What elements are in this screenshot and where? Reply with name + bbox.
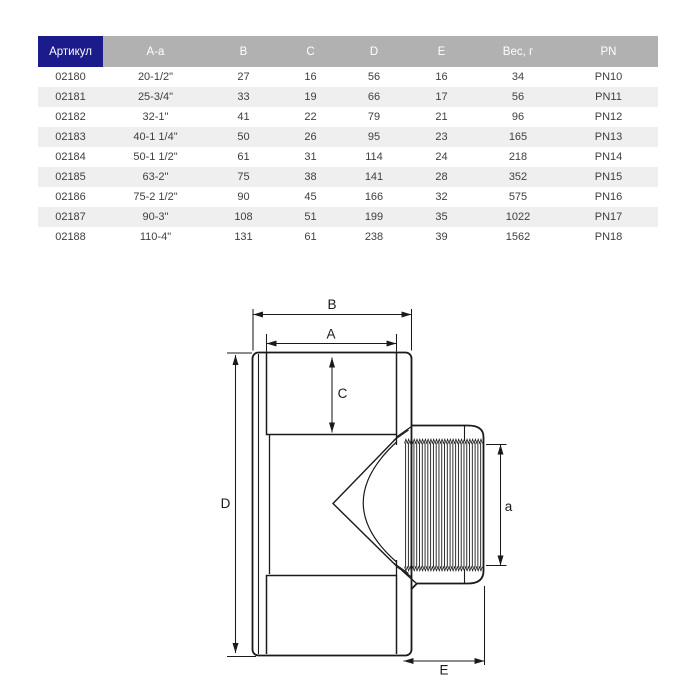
table-cell: 61: [237, 151, 250, 163]
table-cell: 1022: [505, 211, 531, 223]
column-header: B: [208, 36, 279, 67]
table-cell: 31: [304, 151, 317, 163]
table-cell: 20-1/2": [137, 71, 174, 83]
table-cell: PN16: [594, 191, 623, 203]
table-cell: 02185: [55, 171, 86, 183]
column-header: Артикул: [38, 36, 103, 67]
table-cell: 75-2 1/2": [133, 191, 178, 203]
table-cell: 90: [237, 191, 250, 203]
table-cell: 90-3": [142, 211, 169, 223]
table-cell: 40-1 1/4": [133, 131, 178, 143]
table-cell: 352: [508, 171, 528, 183]
table-cell: 02183: [55, 131, 86, 143]
table-cell: PN13: [594, 131, 623, 143]
table-cell: 165: [508, 131, 528, 143]
table-cell: 575: [508, 191, 528, 203]
table-cell: 199: [364, 211, 384, 223]
table-cell: 131: [234, 231, 253, 243]
table-cell: 45: [304, 191, 317, 203]
column-header: A-a: [103, 36, 208, 67]
table-cell: 02187: [55, 211, 86, 223]
table-cell: 27: [237, 71, 250, 83]
table-cell: 25-3/4": [137, 91, 174, 103]
dimension-D: [221, 353, 256, 657]
table-cell: 38: [304, 171, 317, 183]
dim-label-B: B: [327, 297, 337, 312]
table-cell: 02182: [55, 111, 86, 123]
table-cell: 79: [367, 111, 381, 123]
table-cell: 26: [304, 131, 317, 143]
dim-label-A: A: [326, 326, 336, 342]
bore-cone-lines: [333, 438, 397, 566]
table-cell: 114: [365, 151, 383, 163]
table-cell: 61: [304, 231, 317, 243]
table-cell: 02180: [55, 71, 86, 83]
table-cell: 32: [435, 191, 448, 203]
table-cell: 16: [304, 71, 317, 83]
dimension-A: [267, 327, 397, 352]
table-cell: 23: [435, 131, 448, 143]
table-cell: 02184: [55, 151, 86, 163]
table-cell: 02188: [55, 231, 86, 243]
table-cell: 24: [435, 151, 448, 163]
column-header: E: [406, 36, 477, 67]
table-cell: 141: [364, 171, 384, 183]
table-cell: 41: [237, 111, 250, 123]
table-cell: PN14: [594, 151, 623, 163]
table-cell: 32-1": [142, 111, 169, 123]
table-cell: 51: [304, 211, 317, 223]
table-cell: 21: [435, 111, 448, 123]
table-cell: 75: [237, 171, 250, 183]
table-cell: 166: [364, 191, 384, 203]
table-cell: 33: [237, 91, 250, 103]
table-cell: 28: [435, 171, 448, 183]
dim-label-C: C: [337, 386, 348, 401]
dim-label-E: E: [439, 662, 449, 678]
table-cell: 16: [435, 71, 448, 83]
column-header: PN: [559, 36, 658, 67]
dimension-a: [486, 445, 513, 566]
table-cell: 50-1 1/2": [133, 151, 178, 163]
table-cell: PN12: [594, 111, 623, 123]
table-cell: 238: [364, 231, 384, 243]
table-cell: 95: [367, 131, 381, 143]
dim-label-a: a: [504, 499, 513, 514]
dim-label-D: D: [220, 496, 231, 511]
table-cell: 56: [511, 91, 525, 103]
table-cell: 17: [435, 91, 448, 103]
table-cell: 50: [237, 131, 250, 143]
table-cell: 22: [304, 111, 317, 123]
table-cell: 34: [511, 71, 525, 83]
table-cell: 66: [367, 91, 381, 103]
table-cell: PN17: [594, 211, 623, 223]
column-header: C: [279, 36, 342, 67]
dimension-E: [404, 586, 485, 678]
table-cell: PN18: [594, 231, 623, 243]
table-cell: 110-4": [139, 231, 172, 243]
column-header: Вес, г: [477, 36, 559, 67]
column-header: D: [342, 36, 406, 67]
table-cell: 02186: [55, 191, 86, 203]
table-cell: 108: [234, 211, 253, 223]
dimension-B: [253, 297, 412, 351]
table-cell: 96: [511, 111, 525, 123]
table-cell: 02181: [55, 91, 86, 103]
table-cell: 35: [435, 211, 448, 223]
table-cell: 39: [435, 231, 448, 243]
thread-hatching: [405, 439, 483, 571]
table-cell: 218: [508, 151, 528, 163]
table-cell: PN15: [594, 171, 623, 183]
bore-cone-curve: [363, 442, 396, 562]
table-cell: PN11: [595, 91, 622, 103]
dimension-C: [332, 358, 348, 433]
table-cell: 63-2": [142, 171, 169, 183]
table-cell: PN10: [594, 71, 623, 83]
table-cell: 56: [367, 71, 381, 83]
table-cell: 1562: [505, 231, 531, 243]
table-cell: 19: [304, 91, 317, 103]
